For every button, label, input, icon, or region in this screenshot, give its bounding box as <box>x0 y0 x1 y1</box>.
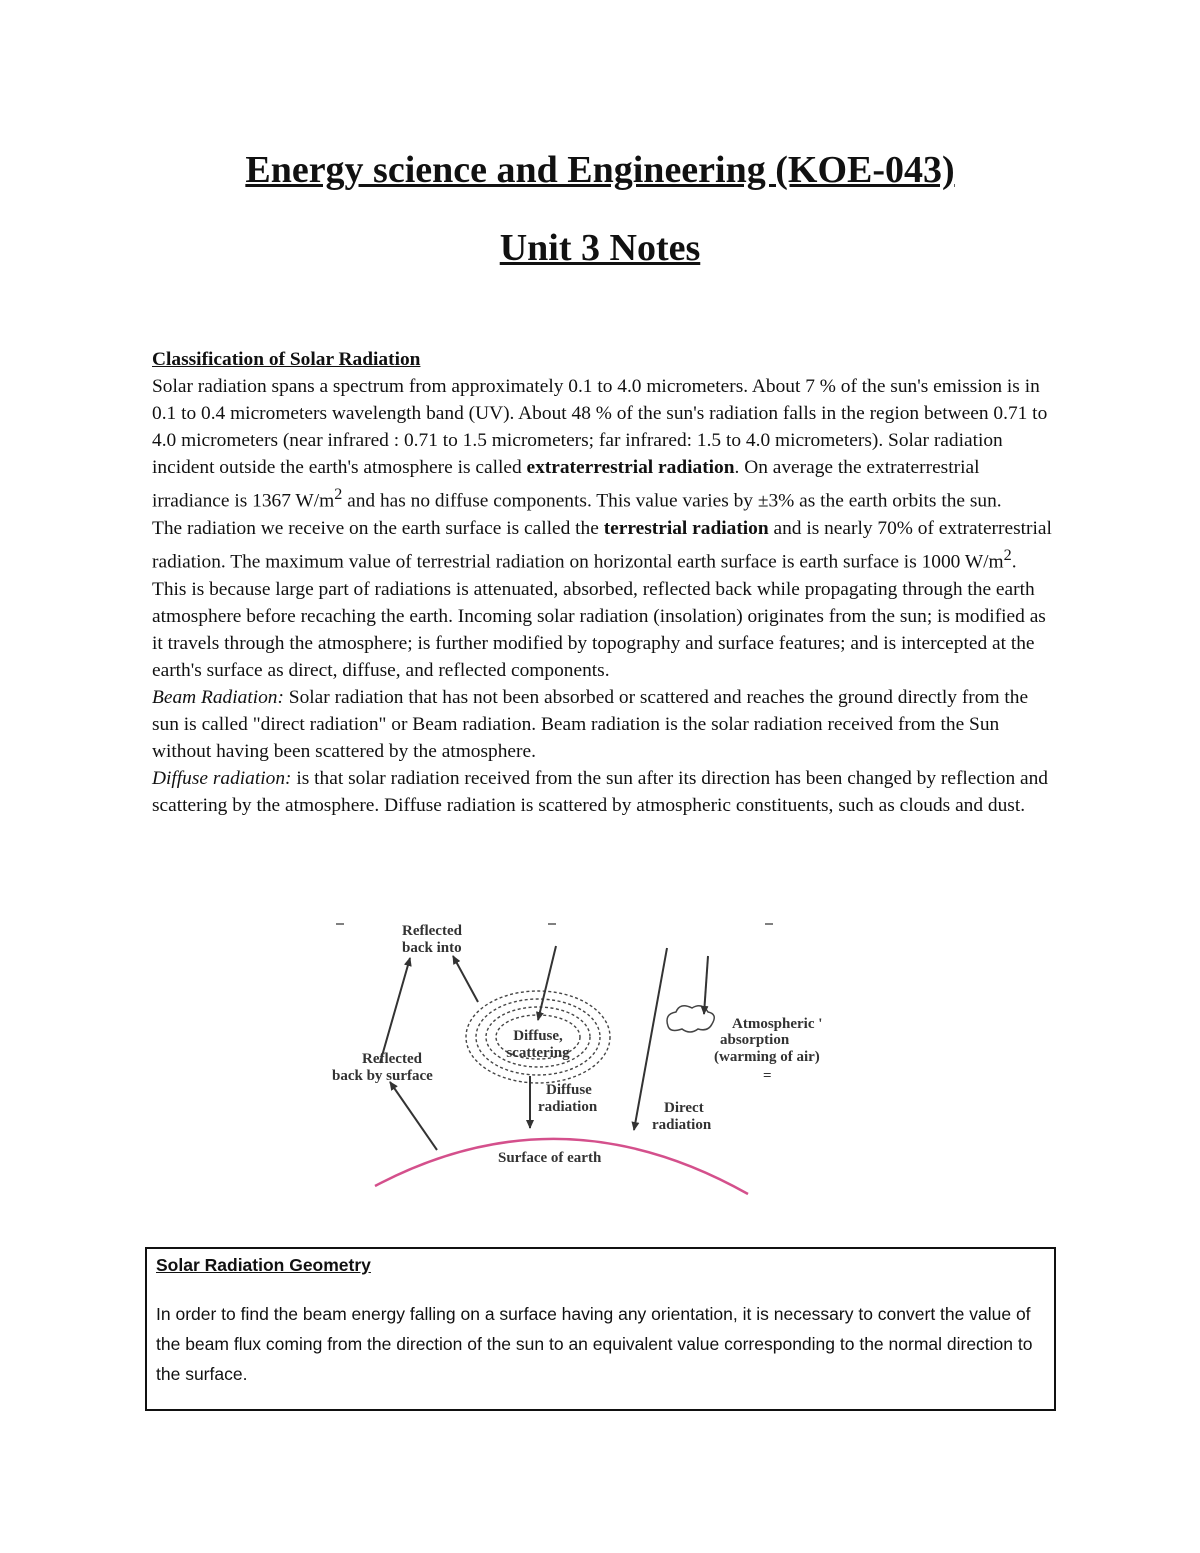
term-diffuse-radiation: Diffuse radiation: <box>152 768 292 790</box>
label-atmospheric-absorption: Atmospheric ' absorption (warming of air) <box>714 1016 823 1065</box>
section-heading: Classification of Solar Radiation <box>152 349 421 370</box>
paragraph-terrestrial <box>152 515 1052 684</box>
box-heading: Solar Radiation Geometry <box>156 1255 371 1275</box>
arrow-reflected-from-cloud <box>453 956 478 1002</box>
term-extraterrestrial: extraterrestrial radiation <box>526 457 735 479</box>
p1-superscript: 2 <box>334 486 343 504</box>
document-subtitle: Unit 3 Notes <box>499 227 701 269</box>
box-body: In order to find the beam energy falling on a surface having any orientation, it is necessary to convert the value of the beam flux coming from the direction of the sun to an equivalent value corresponding to the normal direction to the surface. <box>156 1304 1033 1384</box>
label-reflected-back-into: Reflected back into <box>402 923 462 956</box>
p2-text-c: and is nearly 70% of extraterrestrial radiation. The maximum value of terrestrial radiation on horizontal earth surface is earth surface is 1000 W/m <box>152 518 1052 573</box>
paragraph-diffuse <box>152 765 1052 819</box>
beam-definition: Solar radiation that has not been absorbed or scattered and reaches the ground directly from the sun is called "direct radiation" or Beam radiation. Beam radiation is the solar radiation received from the Sun without having been scattered by the atmosphere. <box>152 687 1029 763</box>
label-direct-radiation: Direct radiation <box>652 1100 712 1133</box>
arrow-reflected-from-surface <box>380 958 410 1063</box>
p1-text-c: . On average the extraterrestrial irradiance is 1367 W/m <box>152 457 980 512</box>
label-surface-of-earth: Surface of earth <box>498 1150 602 1166</box>
p2-text-a: The radiation we receive on the earth surface is called the <box>152 518 604 540</box>
document-title: Energy science and Engineering (KOE-043) <box>245 149 955 191</box>
arrow-direct-radiation <box>634 948 667 1130</box>
solar-radiation-diagram <box>320 918 880 1198</box>
label-diffuse-scattering: Diffuse, scattering <box>506 1028 570 1061</box>
p2-text-d: . This is because large part of radiations is attenuated, absorbed, reflected back while propagating through the earth atmosphere before recaching the earth. Incoming solar radiation (insolation) originates from the sun; is modified as it travels through the atmosphere; is further modified by topography and surface features; and is intercepted at the earth's surface as direct, diffuse, and reflected components. <box>152 551 1046 681</box>
p2-superscript: 2 <box>1003 547 1012 565</box>
earth-surface-arc <box>375 1139 748 1194</box>
solar-geometry-box <box>145 1247 1056 1411</box>
label-diffuse-radiation: Diffuse radiation <box>538 1082 598 1115</box>
cloud-icon <box>667 1006 714 1032</box>
diffuse-definition: is that solar radiation received from the sun after its direction has been changed by reflection and scattering by the atmosphere. Diffuse radiation is scattered by atmospheric constituents, such as clouds and dust. <box>152 768 1049 817</box>
p1-text-a: Solar radiation spans a spectrum from approximately 0.1 to 4.0 micrometers. About 7 % of the sun's emission is in 0.1 to 0.4 micrometers wavelength band (UV). About 48 % of the sun's radiation falls in the region between 0.71 to 4.0 micrometers (near infrared : 0.71 to 1.5 micrometers; far infrared: 1.5 to 4.0 micrometers). Solar radiation incident outside the earth's atmosphere is called <box>152 376 1048 479</box>
arrow-reflected-by-surface <box>390 1082 437 1150</box>
notes-section <box>152 346 1052 820</box>
equals-mark: = <box>763 1068 772 1084</box>
paragraph-beam <box>152 684 1052 765</box>
p1-text-d: and has no diffuse components. This value varies by ±3% as the earth orbits the sun. <box>342 490 1002 512</box>
term-beam-radiation: Beam Radiation: <box>152 687 284 709</box>
label-reflected-by-surface: Reflected back by surface <box>332 1051 433 1084</box>
term-terrestrial: terrestrial radiation <box>603 518 769 540</box>
arrow-atmospheric-absorption <box>704 956 708 1014</box>
paragraph-spectrum <box>152 373 1052 515</box>
